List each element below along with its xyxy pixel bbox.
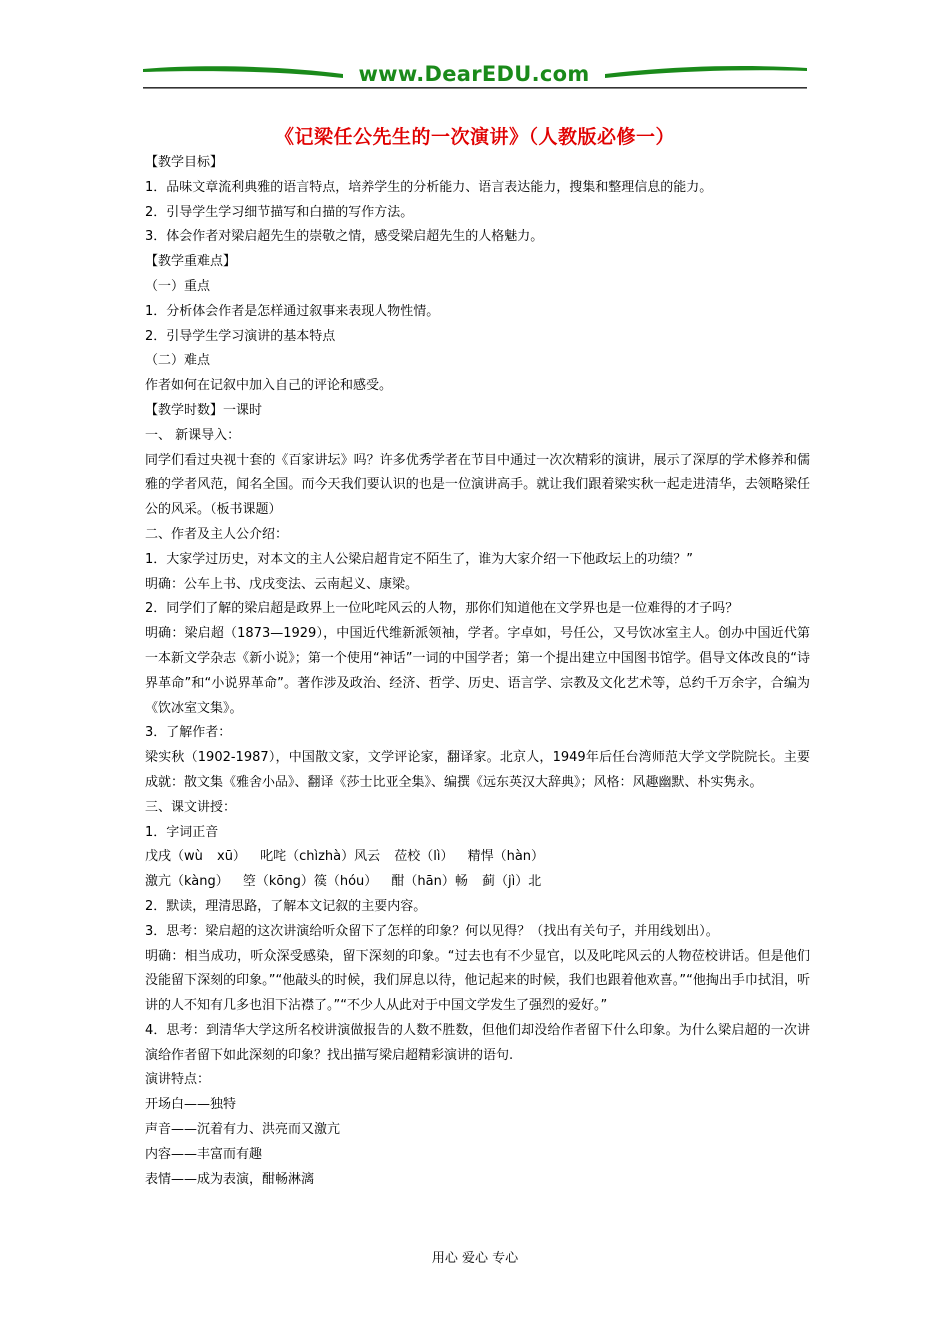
pronunciation-row: 戊戌（wù xū） 叱咤（chìzhà）风云 莅校（lì） 精悍（hàn）: [145, 849, 545, 865]
objective-item: 1．品味文章流利典雅的语言特点，培养学生的分析能力、语言表达能力，搜集和整理信息的能力。: [145, 179, 713, 195]
section-heading-key-points: 【教学重难点】: [145, 254, 237, 270]
section-heading-objectives: 【教学目标】: [145, 155, 224, 170]
speech-feature-item: 内容——丰富而有趣: [145, 1146, 263, 1162]
section-heading-hours: 【教学时数】一课时: [145, 402, 263, 418]
section-heading-lesson: 三、课文讲授：: [145, 799, 237, 815]
subheading-about-author: 3．了解作者：: [145, 725, 232, 741]
subheading-pronunciation: 1．字词正音: [145, 824, 219, 840]
question-item: 3．思考：梁启超的这次讲演给听众留下了怎样的印象？何以见得？（找出有关句子，并用线划出）。: [145, 923, 719, 939]
subheading-difficulty: （二）难点: [145, 353, 211, 369]
question-item: 1．大家学过历史，对本文的主人公梁启超肯定不陌生了，谁为大家介绍一下他政坛上的功绩？”: [145, 551, 694, 567]
section-heading-intro: 一、 新课导入：: [145, 427, 241, 443]
site-header-banner: [143, 60, 807, 92]
task-item: 2．默读，理清思路，了解本文记叙的主要内容。: [145, 898, 427, 914]
document-title: 《记梁任公先生的一次演讲》（人教版必修一）: [274, 126, 675, 148]
section-heading-author: 二、作者及主人公介绍：: [145, 526, 289, 542]
document-body: [145, 151, 810, 1192]
objective-item: 3．体会作者对梁启超先生的崇敬之情，感受梁启超先生的人格魅力。: [145, 229, 544, 245]
speech-feature-item: 声音——沉着有力、洪亮而又激亢: [145, 1122, 341, 1138]
speech-feature-item: 开场白——独特: [145, 1097, 237, 1113]
pronunciation-row: 激亢（kàng） 箜（kōng）篌（hóu） 酣（hān）畅 蓟（jì）北: [145, 874, 542, 890]
site-logo-text: www.DearEDU.com: [358, 62, 590, 86]
question-item: 2．同学们了解的梁启超是政界上一位叱咤风云的人物，那你们知道他在文学界也是一位难得的才子吗？: [145, 601, 739, 617]
focus-item: 2．引导学生学习演讲的基本特点: [145, 328, 336, 344]
intro-paragraph: 同学们看过央视十套的《百家讲坛》吗？许多优秀学者在节目中通过一次次精彩的演讲，展示了深厚的学术修养和儒雅的学者风范，闻名全国。而今天我们要认识的也是一位演讲高手。就让我们跟着梁实秋一起走进清华，去领略梁任公的风采。（板书课题）: [145, 452, 810, 518]
answer-paragraph: 明确：梁启超（1873—1929），中国近代维新派领袖，学者。字卓如，号任公，又号饮冰室主人。创办中国近代第一本新文学杂志《新小说》；第一个使用“神话”一词的中国学者；第一个提出建立中国图书馆学。倡导文体改良的“诗界革命”和“小说界革命”。著作涉及政治、经济、哲学、历史、语言学、宗教及文化艺术等，总约千万余字，合编为《饮冰室文集》。: [145, 626, 810, 716]
objective-item: 2．引导学生学习细节描写和白描的写作方法。: [145, 204, 414, 220]
question-paragraph: 4．思考：到清华大学这所名校讲演做报告的人数不胜数，但他们却没给作者留下什么印象。为什么梁启超的一次讲演给作者留下如此深刻的印象？找出描写梁启超精彩演讲的语句.: [145, 1022, 810, 1063]
focus-item: 1．分析体会作者是怎样通过叙事来表现人物性情。: [145, 303, 440, 319]
answer-item: 明确：公车上书、戊戌变法、云南起义、康梁。: [145, 576, 419, 592]
answer-paragraph: 明确：相当成功，听众深受感染，留下深刻的印象。“过去也有不少显官，以及叱咤风云的人物莅校讲话。但是他们没能留下深刻的印象。”“他敲头的时候，我们屏息以待，他记起来的时候，我们也跟着他欢喜。”“他掏出手巾拭泪，听讲的人不知有几多也泪下沾襟了。”“不少人从此对于中国文学发生了强烈的爱好。”: [145, 948, 810, 1014]
author-paragraph: 梁实秋（1902-1987），中国散文家，文学评论家，翻译家。北京人，1949年后任台湾师范大学文学院院长。主要成就：散文集《雅舍小品》、翻译《莎士比亚全集》、编撰《远东英汉大辞典》；风格：风趣幽默、朴实隽永。: [145, 750, 810, 790]
speech-feature-item: 表情——成为表演，酣畅淋漓: [145, 1171, 315, 1187]
subheading-focus: （一）重点: [145, 278, 211, 294]
speech-features-heading: 演讲特点：: [145, 1072, 211, 1088]
page-footer: 用心 爱心 专心: [431, 1251, 519, 1266]
difficulty-item: 作者如何在记叙中加入自己的评论和感受。: [145, 378, 393, 394]
